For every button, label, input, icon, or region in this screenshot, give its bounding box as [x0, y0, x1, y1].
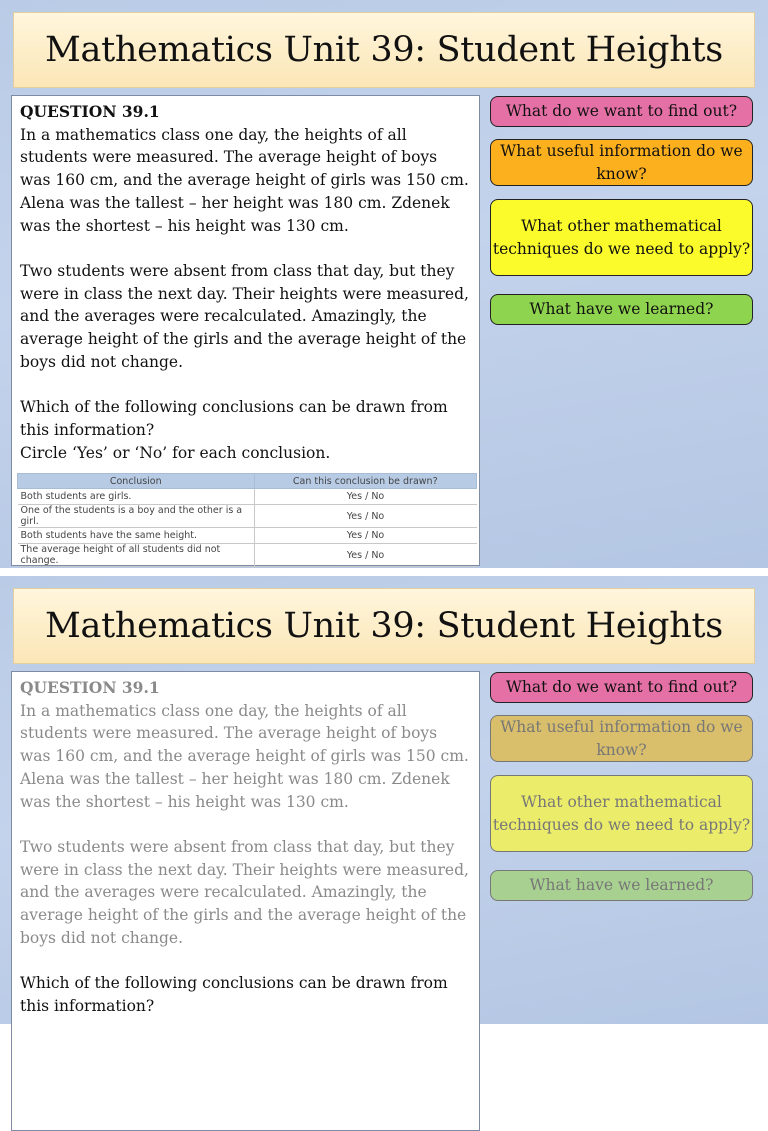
table-row	[18, 528, 477, 544]
answer-cell: Yes / No	[254, 505, 477, 528]
question-paragraph-2: Two students were absent from class that day, but they were in class the next day. Their heights were measured, and the averages were recalculated. Amazingly, the average height of the girls and the average height of the boys did not change.	[20, 837, 469, 947]
table-row	[18, 544, 477, 567]
useful-info-button[interactable]: What useful information do we know?	[490, 715, 753, 762]
page-title: Mathematics Unit 39: Student Heights	[45, 606, 723, 646]
table-header: Conclusion	[18, 474, 255, 489]
question-paragraph-1: In a mathematics class one day, the heights of all students were measured. The average height of boys was 160 cm, and the average height of girls was 150 cm. Alena was the tallest – her height was 180 cm. Zdenek was the shortest – his height was 130 cm.	[20, 701, 469, 811]
find-out-button[interactable]: What do we want to find out?	[490, 672, 753, 703]
conclusion-cell: The average height of all students did not change.	[18, 544, 255, 567]
question-instruction: Circle ‘Yes’ or ‘No’ for each conclusion.	[20, 443, 331, 462]
answer-cell: Yes / No	[254, 544, 477, 567]
question-paragraph-2: Two students were absent from class that day, but they were in class the next day. Their heights were measured, and the averages were recalculated. Amazingly, the average height of the girls and the average height of the boys did not change.	[20, 261, 469, 371]
conclusion-cell: Both students are girls.	[18, 489, 255, 505]
find-out-button[interactable]: What do we want to find out?	[490, 96, 753, 127]
table-header: Can this conclusion be drawn?	[254, 474, 477, 489]
conclusion-table	[17, 473, 477, 583]
techniques-button[interactable]: What other mathematical techniques do we need to apply?	[490, 199, 753, 276]
conclusion-cell: One of the students is a boy and the other is a girl.	[18, 505, 255, 528]
question-heading: QUESTION 39.1	[20, 102, 160, 121]
question-heading: QUESTION 39.1	[20, 678, 160, 697]
question-box	[11, 95, 480, 566]
question-paragraph-1: In a mathematics class one day, the heights of all students were measured. The average height of boys was 160 cm, and the average height of girls was 150 cm. Alena was the tallest – her height was 180 cm. Zdenek was the shortest – his height was 130 cm.	[20, 125, 469, 235]
question-box	[11, 671, 480, 1131]
answer-cell: Yes / No	[254, 528, 477, 544]
table-header-row	[18, 474, 477, 489]
table-row	[18, 489, 477, 505]
slide-2	[0, 576, 768, 1024]
table-row	[18, 505, 477, 528]
title-bar	[13, 12, 755, 88]
conclusion-cell: Both students have the same height.	[18, 528, 255, 544]
page-title: Mathematics Unit 39: Student Heights	[45, 30, 723, 70]
question-paragraph-3: Which of the following conclusions can be drawn from this information?	[20, 974, 448, 1015]
question-paragraph-3: Which of the following conclusions can be drawn from this information?	[20, 398, 448, 439]
useful-info-button[interactable]: What useful information do we know?	[490, 139, 753, 186]
learned-button[interactable]: What have we learned?	[490, 870, 753, 901]
techniques-button[interactable]: What other mathematical techniques do we need to apply?	[490, 775, 753, 852]
slide-divider	[0, 568, 768, 576]
answer-cell: Yes / No	[254, 489, 477, 505]
title-bar	[13, 588, 755, 664]
learned-button[interactable]: What have we learned?	[490, 294, 753, 325]
